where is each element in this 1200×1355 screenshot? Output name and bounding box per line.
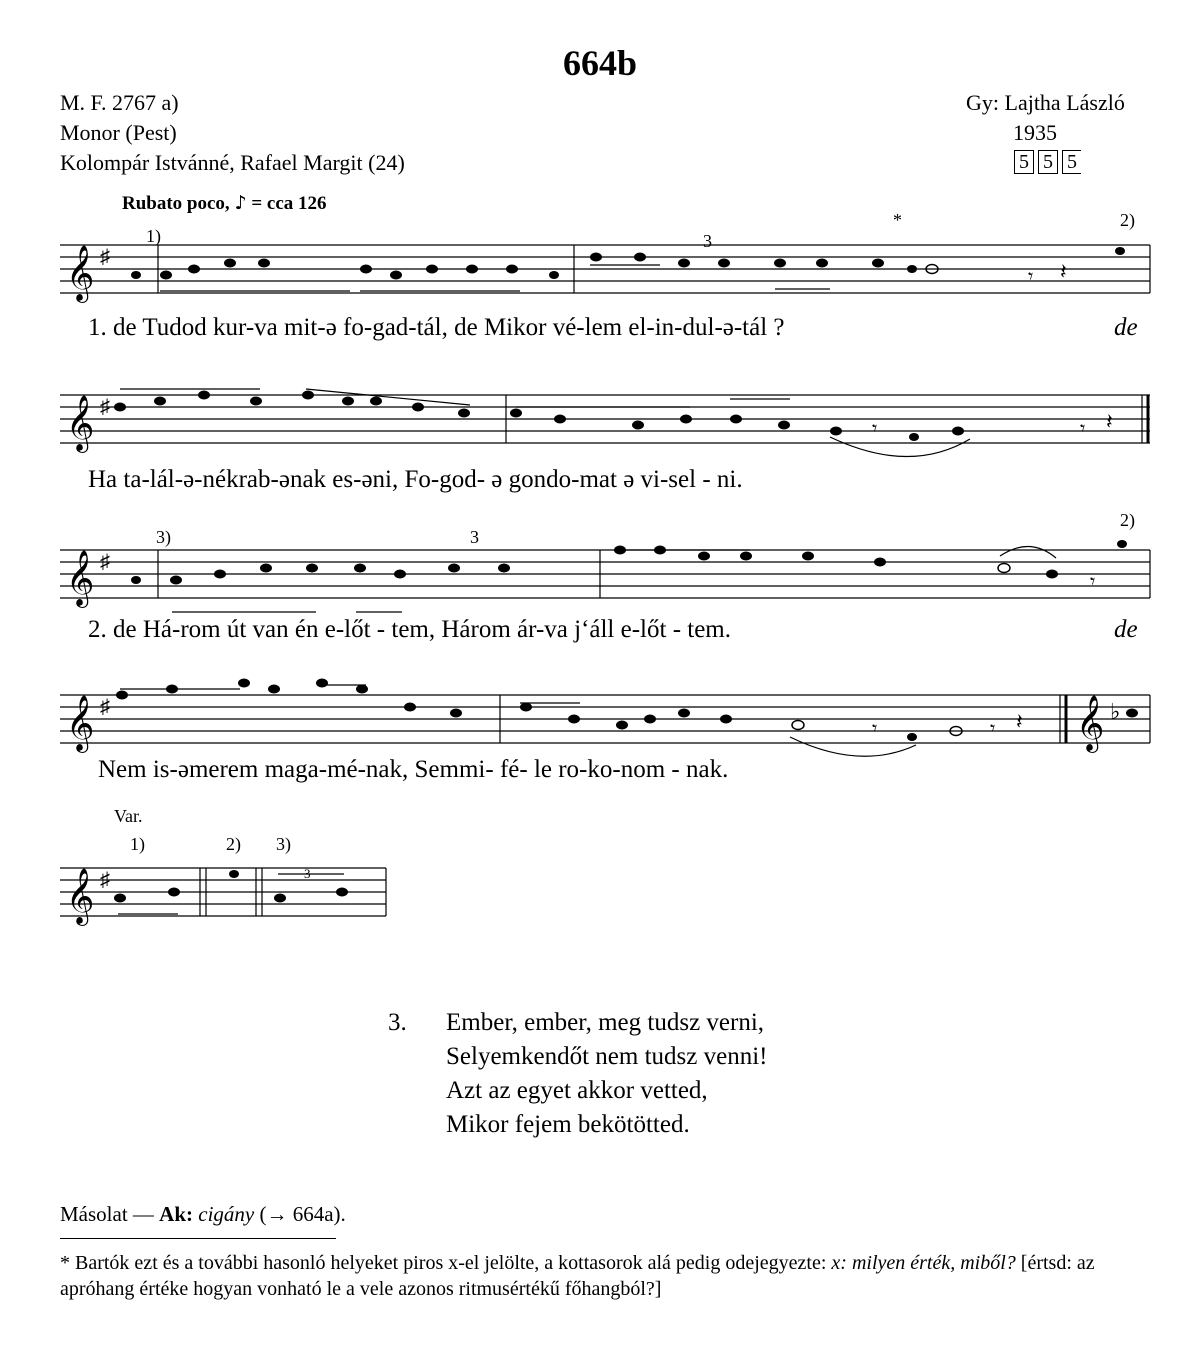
svg-text:𝄾: 𝄾: [1028, 266, 1034, 288]
collection-place: Monor (Pest): [60, 120, 177, 145]
footnote-text: Bartók ezt és a további hasonló helyeket piros x-el jelölte, a kottasorok alá pedig odejegyezte:: [75, 1252, 827, 1274]
music-staff-3: [60, 550, 1155, 610]
form-boxes: [1014, 150, 1081, 174]
music-staff-1: [60, 245, 1155, 305]
variant-mark-3: 3): [156, 527, 171, 547]
lyric-line-1-end: de: [1114, 314, 1138, 341]
svg-text:𝄾: 𝄾: [1090, 571, 1096, 593]
svg-text:𝄞: 𝄞: [1076, 695, 1105, 751]
variant-3-label: 3): [276, 834, 291, 854]
tempo-text: Rubato poco,: [122, 193, 230, 214]
svg-text:𝄾: 𝄾: [872, 418, 878, 440]
svg-text:𝄽: 𝄽: [1016, 709, 1023, 734]
triplet-mark: 3: [703, 231, 712, 251]
catalog-number: M. F. 2767 a): [60, 90, 179, 115]
svg-text:♯: ♯: [100, 869, 110, 891]
source-prefix: Másolat —: [60, 1202, 160, 1226]
form-box: 5: [1014, 150, 1034, 174]
svg-text:𝄞: 𝄞: [66, 550, 95, 606]
form-box: 5: [1038, 150, 1058, 174]
footnote-marker: *: [60, 1252, 70, 1274]
singers: Kolompár Istvánné, Rafael Margit (24): [60, 150, 405, 175]
svg-text:𝄾: 𝄾: [990, 718, 996, 740]
footnote: [60, 1250, 1156, 1302]
stanza-line: Ember, ember, meg tudsz verni,: [446, 1009, 765, 1036]
year: 1935: [1013, 120, 1057, 145]
source-line: [60, 1202, 346, 1227]
variants-staff: [60, 868, 390, 928]
lyric-line-3-end: de: [1114, 616, 1138, 643]
svg-text:♭: ♭: [1110, 699, 1121, 724]
svg-text:𝄾: 𝄾: [872, 718, 878, 740]
variant-mark-1: 1): [146, 226, 161, 246]
tempo-value: = cca 126: [251, 193, 327, 214]
variant-mark-2: 2): [1120, 210, 1135, 230]
tempo-marking: [122, 192, 327, 215]
stanza-line: Mikor fejem bekötötted.: [446, 1111, 690, 1138]
svg-text:3: 3: [304, 866, 311, 881]
music-staff-4: [60, 695, 1155, 755]
footnote-rest: [értsd: az apróhang értéke hogyan vonható le a vele azonos ritmusértékű főhangból?]: [60, 1252, 1095, 1300]
variant-1-label: 1): [130, 834, 145, 854]
footnote-italic: x: milyen érték, miből?: [831, 1252, 1016, 1274]
svg-text:𝄽: 𝄽: [1106, 409, 1113, 434]
svg-text:𝄾: 𝄾: [1080, 418, 1086, 440]
triplet-mark-2: 3: [470, 527, 479, 547]
svg-text:♯: ♯: [100, 696, 110, 718]
svg-text:𝄞: 𝄞: [66, 395, 95, 451]
lyric-line-2: Ha ta-lál-ə-nékrab-ənak es-əni, Fo-god- ə gondo-mat ə vi-sel - ni.: [88, 466, 743, 493]
lyric-line-4: Nem is-əmerem maga-mé-nak, Semmi- fé- le ro-ko-nom - nak.: [98, 756, 729, 783]
stanza-line: Selyemkendőt nem tudsz venni!: [446, 1043, 768, 1070]
svg-text:♯: ♯: [100, 551, 110, 573]
footnote-divider: [60, 1238, 336, 1239]
source-ak: Ak:: [159, 1202, 193, 1226]
variant-2-label: 2): [226, 834, 241, 854]
source-value: cigány: [198, 1202, 255, 1226]
svg-text:♯: ♯: [100, 246, 110, 268]
variants-label: Var.: [114, 806, 143, 826]
lyric-line-3: 2. de Há-rom út van én e-lőt - tem, Három ár-va j‘áll e-lőt - tem.: [88, 616, 732, 643]
form-box: 5: [1062, 150, 1081, 174]
stanza-number: 3.: [388, 1009, 407, 1036]
footnote-star: *: [893, 210, 902, 230]
song-number: 664b: [562, 43, 638, 83]
svg-text:𝄞: 𝄞: [66, 695, 95, 751]
eighth-note-icon: ♪: [234, 192, 247, 214]
stanza-line: Azt az egyet akkor vetted,: [446, 1077, 708, 1104]
svg-text:♯: ♯: [100, 396, 110, 418]
variant-mark-2b: 2): [1120, 510, 1135, 530]
svg-text:𝄽: 𝄽: [1060, 259, 1067, 284]
source-ref: (→ 664a).: [259, 1202, 346, 1226]
collector: Gy: Lajtha László: [966, 90, 1125, 115]
svg-text:𝄞: 𝄞: [66, 868, 95, 924]
svg-text:𝄞: 𝄞: [66, 245, 95, 301]
music-staff-2: [60, 395, 1155, 455]
lyric-line-1: 1. de Tudod kur-va mit-ə fo-gad-tál, de Mikor vé-lem el-in-dul-ə-tál ?: [88, 314, 785, 341]
